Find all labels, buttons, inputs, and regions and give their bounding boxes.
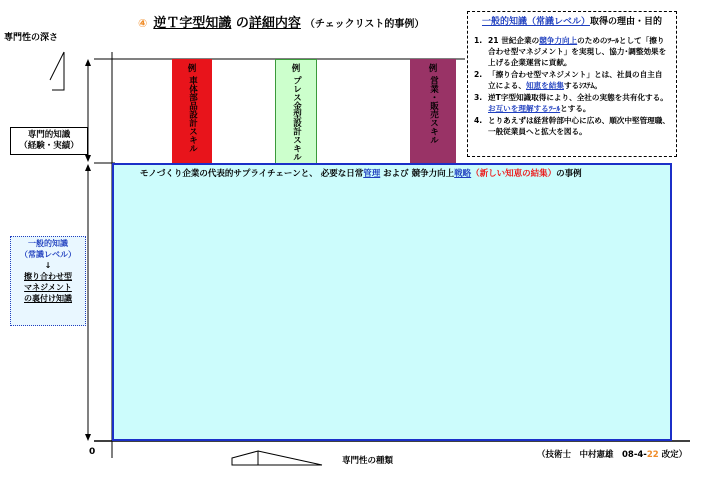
caption-kanri: 管理 [363, 169, 381, 179]
general-knowledge-box [10, 236, 86, 326]
depth-symbol-icon [52, 52, 64, 90]
reason-title [474, 14, 670, 27]
column-press-die [275, 59, 317, 164]
reason-item: 3. 逆T字型知識取得により、全社の実態を共有化する。お互いを理解するﾂｰﾙとする。 [474, 93, 668, 113]
arrow-head-up-2 [85, 164, 91, 171]
reason-item: 2. 「擦り合わせ型マネジメント」とは、社員の自主自立による、知恵を結集するｼｽﾃﾑ。 [474, 70, 663, 90]
title-connector: の [235, 16, 249, 31]
general-line1: 一般的知識 [28, 239, 68, 248]
caption-senryaku: 戦略 [454, 169, 472, 179]
reason-box [467, 11, 677, 157]
author-note [537, 448, 687, 460]
expert-line2: （経験・実績） [19, 141, 79, 151]
title-main: 逆Ｔ字型知識 [153, 16, 232, 31]
expert-knowledge-box [10, 127, 88, 155]
title-number: ④ [138, 17, 148, 30]
reason-item: 1. 21 世紀企業の競争力向上のためのﾂｰﾙとして「擦り合わせ型マネジメント」を実現し、協力･調整効果を上げる企業運営に貢献。 [474, 36, 667, 67]
author-end: 改定） [658, 450, 688, 460]
general-line3: 擦り合わせ型 [24, 272, 72, 281]
column-head: 例 [291, 64, 301, 74]
supply-chain-main-box [112, 163, 672, 441]
author-date-accent: 22 [646, 450, 659, 460]
caption-part2: および 競争力向上 [380, 169, 455, 179]
general-arrow: ↓ [44, 261, 52, 270]
caption-part3: （新しい知恵の結集） [471, 169, 557, 179]
general-line4: マネジメント [24, 283, 72, 292]
arrow-head-up-1 [85, 59, 91, 66]
page-title [138, 12, 424, 31]
column-head: 例 [187, 64, 197, 74]
reason-item: 4. とりあえずは経営幹部中心に広め、順次中堅管理職、一般従業員へと拡大を図る。 [474, 116, 670, 136]
column-text: 車体部品設計スキル [187, 76, 198, 153]
reason-title-rest: 取得の理由・目的 [590, 17, 663, 27]
title-rest: 詳細内容 [248, 16, 301, 31]
origin-label: 0 [89, 447, 96, 457]
kind-symbol-icon [232, 451, 322, 465]
column-text: プレス金型設計スキル [291, 76, 302, 161]
main-caption [140, 167, 582, 179]
kind-label: 専門性の種類 [342, 456, 394, 466]
caption-part1: モノづくり企業の代表的サプライチェーンと、 必要な日常 [140, 169, 364, 179]
reason-list [474, 35, 670, 137]
column-text: 営業・販売スキル [428, 76, 439, 144]
column-head: 例 [428, 64, 438, 74]
column-body-parts [172, 59, 212, 164]
depth-label: 専門性の深さ [4, 33, 59, 43]
caption-part4: の事例 [556, 169, 582, 179]
general-line2: （常識レベル） [20, 250, 76, 259]
column-sales [410, 59, 456, 164]
reason-title-underlined: 一般的知識（常識レベル） [481, 17, 590, 27]
arrow-head-down-2 [85, 434, 91, 441]
title-sub: （チェックリスト的事例） [304, 19, 425, 30]
arrow-head-down-1 [85, 155, 91, 162]
general-line5: の裏付け知識 [24, 294, 72, 303]
author-text: （技術士 中村憲雄 08-4- [537, 450, 647, 460]
expert-line1: 専門的知識 [27, 130, 71, 140]
